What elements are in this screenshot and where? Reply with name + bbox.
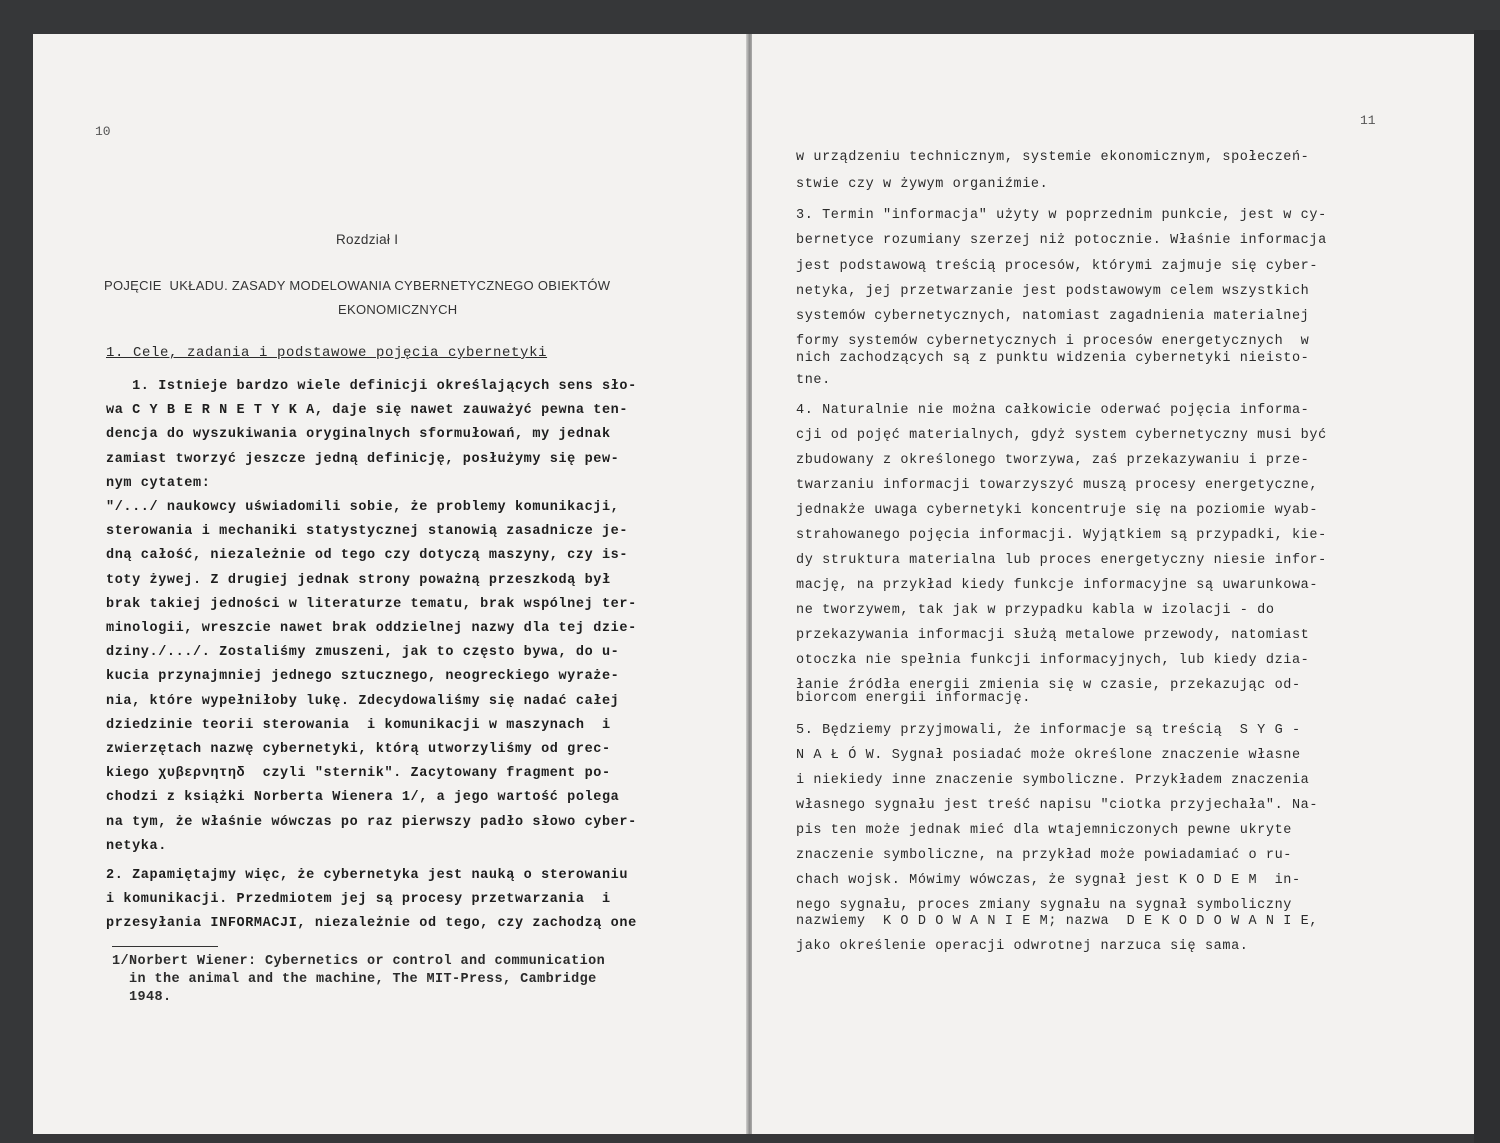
text-line: zwierzętach nazwę cybernetyki, którą utworzyliśmy od grec-: [106, 742, 611, 757]
text-line: sterowania i mechaniki statystycznej stanowią zasadnicze je-: [106, 524, 629, 540]
text-line: brak takiej jedności w literaturze tematu, brak wspólnej ter-: [106, 596, 637, 612]
text-line: i niekiedy inne znaczenie symboliczne. Przykładem znaczenia: [796, 773, 1310, 788]
text-line: "/.../ naukowcy uświadomili sobie, że problemy komunikacji,: [106, 500, 620, 515]
text-line: nym cytatem:: [106, 475, 211, 491]
text-line: netyka, jej przetwarzanie jest podstawowym celem wszystkich: [796, 284, 1310, 299]
text-line: twarzaniu informacji towarzyszyć muszą procesy energetyczne,: [796, 478, 1319, 493]
text-line: nego sygnału, proces zmiany sygnału na sygnał symboliczny: [796, 898, 1292, 913]
text-line: tne.: [796, 373, 831, 388]
text-line: znaczenie symboliczne, na przykład może powiadamiać o ru-: [796, 848, 1292, 863]
text-line: przekazywania informacji służą metalowe przewody, natomiast: [796, 628, 1310, 643]
text-line: 3. Termin "informacja" użyty w poprzednim punkcie, jest w cy-: [796, 208, 1327, 223]
text-line: bernetyce rozumiany szerzej niż potocznie. Właśnie informacja: [796, 233, 1327, 248]
text-line: dną całość, niezależnie od tego czy dotyczą maszyny, czy is-: [106, 548, 629, 564]
text-line: własnego sygnału jest treść napisu "ciotka przyjechała". Na-: [796, 798, 1319, 813]
text-line: dencja do wyszukiwania oryginalnych sformułowań, my jednak: [106, 427, 611, 443]
text-line: nazwiemy K O D O W A N I E M; nazwa D E K O D O W A N I E,: [796, 914, 1319, 929]
text-line: strahowanego pojęcia informacji. Wyjątkiem są przypadki, kie-: [796, 528, 1327, 543]
text-line: dziedzinie teorii sterowania i komunikacji w maszynach i: [106, 717, 611, 733]
text-line: nia, które wypełniłoby lukę. Zdecydowaliśmy się nadać całej: [106, 693, 620, 709]
text-line: 1. Istnieje bardzo wiele definicji określających sens sło-: [106, 379, 637, 394]
text-line: 5. Będziemy przyjmowali, że informacje są treścią S Y G -: [796, 723, 1301, 738]
text-line: netyka.: [106, 838, 167, 854]
text-line: 2. Zapamiętajmy więc, że cybernetyka jest nauką o sterowaniu: [106, 868, 629, 883]
text-line: kucia przynajmniej jednego sztucznego, neogreckiego wyraże-: [106, 669, 620, 685]
text-line: i komunikacji. Przedmiotem jej są procesy przetwarzania i: [106, 892, 611, 907]
text-line: zamiast tworzyć jeszcze jedną definicję, posłużymy się pew-: [106, 451, 620, 467]
section-heading: 1. Cele, zadania i podstawowe pojęcia cybernetyki: [106, 345, 548, 361]
text-line: otoczka nie spełnia funkcji informacyjnych, lub kiedy dzia-: [796, 653, 1310, 668]
text-line: kiego χυβερνητηδ czyli "sternik". Zacytowany fragment po-: [106, 766, 611, 782]
text-line: biorcom energii informację.: [796, 691, 1031, 706]
text-line: jednakże uwaga cybernetyki koncentruje się na poziomie wyab-: [796, 503, 1319, 518]
text-line: 4. Naturalnie nie można całkowicie oderwać pojęcia informa-: [796, 403, 1310, 418]
text-line: minologii, wreszcie nawet brak oddzielnej nazwy dla tej dzie-: [106, 621, 637, 636]
chapter-heading: Rozdział I: [336, 232, 399, 247]
text-line: chach wojsk. Mówimy wówczas, że sygnał jest K O D E M in-: [796, 873, 1301, 888]
text-line: toty żywej. Z drugiej jednak strony poważną przeszkodą był: [106, 572, 611, 588]
text-line: 1/Norbert Wiener: Cybernetics or control and communication: [112, 954, 606, 969]
text-line: 1948.: [112, 990, 172, 1005]
left-page-number: 10: [95, 124, 111, 139]
text-line: w urządzeniu technicznym, systemie ekonomicznym, społeczeń-: [796, 150, 1310, 165]
text-line: stwie czy w żywym organiźmie.: [796, 177, 1049, 192]
chapter-title-line2: EKONOMICZNYCH: [338, 302, 458, 317]
text-line: N A Ł Ó W. Sygnał posiadać może określone znaczenie własne: [796, 748, 1301, 763]
text-line: łanie źródła energii zmienia się w czasie, przekazując od-: [796, 678, 1301, 693]
text-line: zbudowany z określonego tworzywa, zaś przekazywaniu i prze-: [796, 453, 1310, 468]
text-line: chodzi z książki Norberta Wienera 1/, a jego wartość polega: [106, 790, 620, 806]
right-page-number: 11: [1360, 113, 1376, 128]
text-line: systemów cybernetycznych, natomiast zagadnienia materialnej: [796, 309, 1310, 324]
scan-edge: [1474, 30, 1500, 1143]
text-line: mację, na przykład kiedy funkcje informacyjne są uwarunkowa-: [796, 578, 1319, 593]
text-line: ne tworzywem, tak jak w przypadku kabla w izolacji - do: [796, 603, 1275, 618]
text-line: cji od pojęć materialnych, gdyż system cybernetyczny musi być: [796, 428, 1327, 443]
text-line: pis ten może jednak mieć dla wtajemniczonych pewne ukryte: [796, 823, 1292, 838]
text-line: formy systemów cybernetycznych i procesów energetycznych w: [796, 334, 1310, 349]
text-line: dy struktura materialna lub proces energetyczny niesie infor-: [796, 553, 1327, 568]
text-line: jako określenie operacji odwrotnej narzuca się sama.: [796, 939, 1249, 954]
text-line: in the animal and the machine, The MIT-Press, Cambridge: [112, 972, 597, 987]
text-line: nich zachodzących są z punktu widzenia cybernetyki nieisto-: [796, 351, 1310, 366]
text-line: przesyłania INFORMACJI, niezależnie od tego, czy zachodzą one: [106, 916, 637, 931]
footnote-rule: [112, 946, 218, 947]
text-line: wa C Y B E R N E T Y K A, daje się nawet zauważyć pewna ten-: [106, 403, 629, 419]
text-line: dziny./.../. Zostaliśmy zmuszeni, jak to często bywa, do u-: [106, 645, 620, 661]
text-line: jest podstawową treścią procesów, którymi zajmuje się cyber-: [796, 259, 1319, 274]
chapter-title-line1: POJĘCIE UKŁADU. ZASADY MODELOWANIA CYBERNETYCZNEGO OBIEKTÓW: [104, 278, 611, 293]
text-line: na tym, że właśnie wówczas po raz pierwszy padło słowo cyber-: [106, 814, 637, 830]
